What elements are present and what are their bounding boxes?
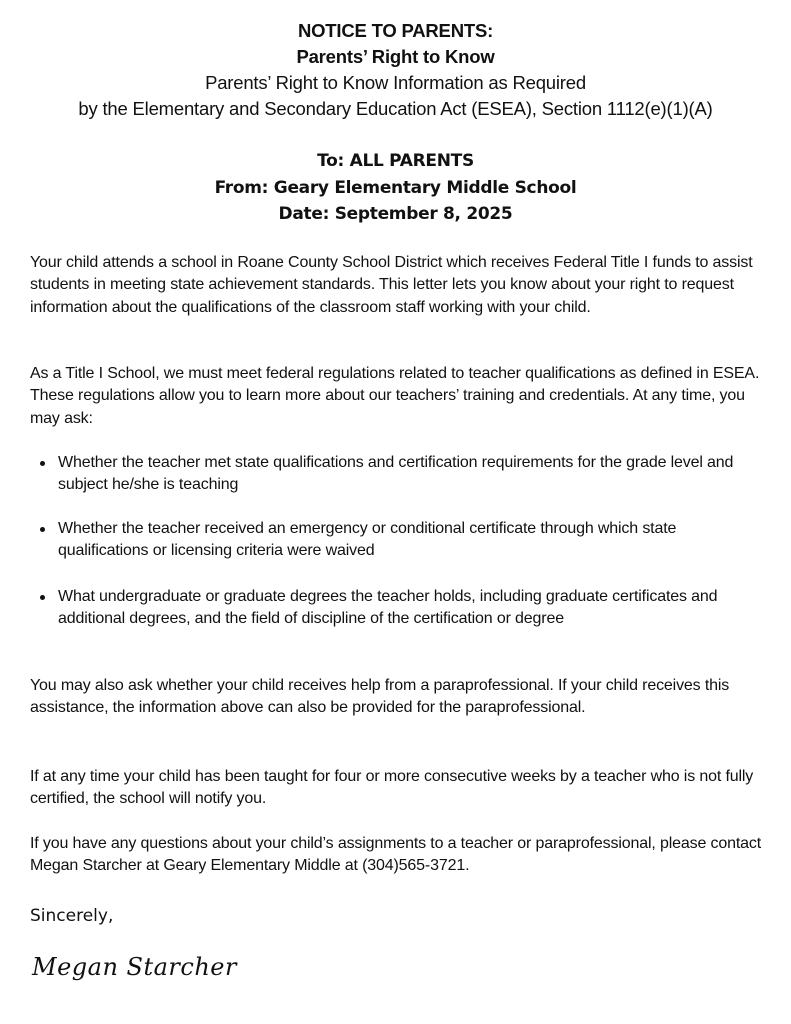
signature: Megan Starcher	[32, 953, 237, 981]
paragraph-notification: If at any time your child has been taught for four or more consecutive weeks by a teacher who is not fully certified, the school will notify you.	[30, 768, 754, 808]
notice-subtitle: Parents’ Right to Know	[296, 46, 495, 67]
bullet-list-item-1	[30, 452, 765, 497]
date-line: Date: September 8, 2025	[278, 204, 513, 224]
list-item	[30, 586, 765, 631]
bullet-icon	[40, 527, 45, 532]
paragraph-regulations: As a Title I School, we must meet federal regulations related to teacher qualifications as defined in ESEA. These regulations allow you to learn more about our teachers’ training and credentials. At any time, you may ask:	[30, 365, 760, 427]
closing-salutation: Sincerely,	[30, 906, 114, 926]
bullet-list-item-2	[30, 518, 765, 563]
letter-meta	[0, 148, 791, 228]
bullet-icon	[40, 595, 45, 600]
list-item-text: Whether the teacher received an emergency or conditional certificate through which state qualifications or licensing criteria were waived	[58, 520, 677, 560]
recipient-line: To: ALL PARENTS	[317, 151, 474, 171]
list-item	[30, 518, 765, 563]
paragraph-contact: If you have any questions about your child’s assignments to a teacher or paraprofessional, please contact Megan Starcher at Geary Elementary Middle at (304)565-3721.	[30, 835, 762, 875]
list-item	[30, 452, 765, 497]
bullet-list-item-3	[30, 586, 765, 631]
notice-title: NOTICE TO PARENTS:	[297, 20, 494, 41]
list-item-text: What undergraduate or graduate degrees the teacher holds, including graduate certificates and additional degrees, and the field of discipline of the certification or degree	[58, 588, 718, 628]
notice-description-line2: by the Elementary and Secondary Education Act (ESEA), Section 1112(e)(1)(A)	[78, 98, 713, 119]
paragraph-intro: Your child attends a school in Roane County School District which receives Federal Title I funds to assist students in meeting state achievement standards. This letter lets you know about your right to request information about the qualifications of the classroom staff working with your child.	[30, 254, 753, 316]
list-item-text: Whether the teacher met state qualifications and certification requirements for the grade level and subject he/she is teaching	[58, 454, 734, 494]
bullet-icon	[40, 461, 45, 466]
paragraph-paraprofessional: You may also ask whether your child receives help from a paraprofessional. If your child receives this assistance, the information above can also be provided for the paraprofessional.	[30, 677, 730, 717]
notice-description-line1: Parents’ Right to Know Information as Required	[205, 72, 586, 93]
notice-header	[0, 18, 791, 122]
sender-line: From: Geary Elementary Middle School	[214, 177, 577, 198]
